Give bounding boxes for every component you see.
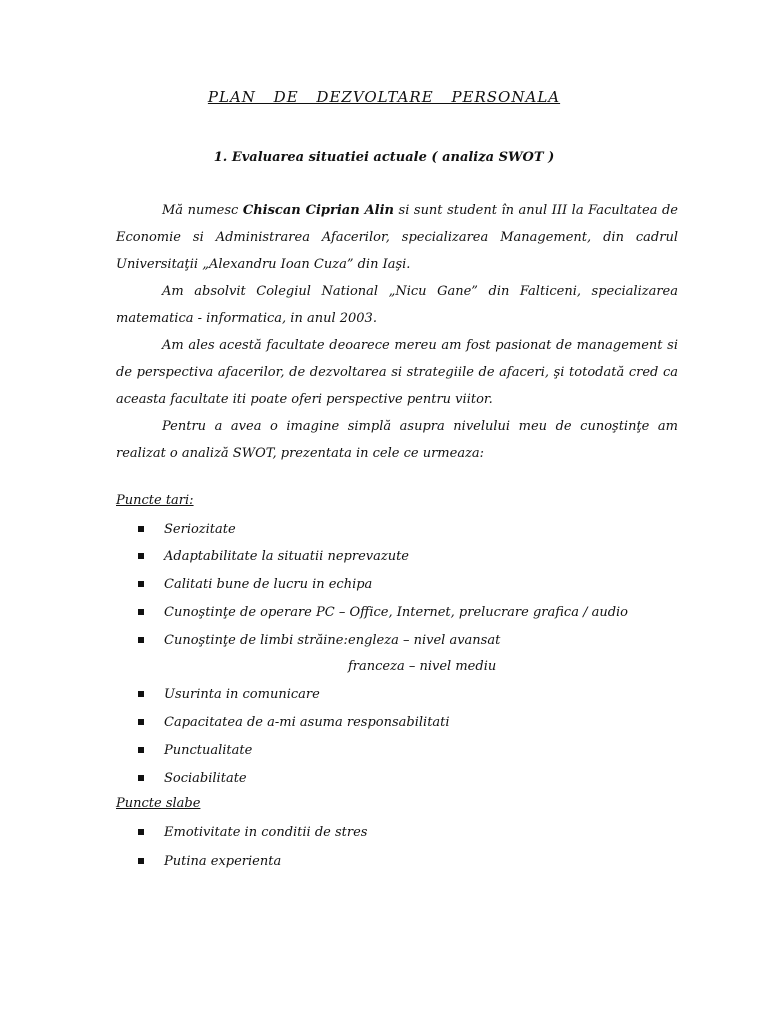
bullet-square-icon: [138, 719, 144, 725]
language-french: franceza – nivel mediu: [348, 659, 497, 674]
bullet-square-icon: [138, 775, 144, 781]
list-item-text: Punctualitate: [164, 743, 253, 758]
list-item-text: Capacitatea de a-mi asuma responsabilitati: [164, 715, 450, 730]
strengths-heading: Puncte tari:: [116, 493, 194, 508]
bullet-square-icon: [138, 858, 144, 864]
list-item-text: Calitati bune de lucru in echipa: [164, 577, 373, 592]
paragraph-motivation: Am ales acestă facultate deoarece mereu am fost pasionat de management si de perspectiva afacerilor, de dezvoltarea si strategiile de afaceri, şi totodată cred ca aceasta facultate iti poate oferi perspective pentru viitor.: [116, 338, 678, 407]
weaknesses-heading: Puncte slabe: [116, 796, 201, 811]
bullet-square-icon: [138, 747, 144, 753]
list-item-text: Seriozitate: [164, 522, 236, 537]
paragraph-education: Am absolvit Colegiul National „Nicu Gane” din Falticeni, specializarea matematica - informatica, in anul 2003.: [116, 284, 678, 326]
author-name: Chiscan Ciprian Alin: [242, 203, 394, 218]
bullet-square-icon: [138, 526, 144, 532]
list-item-text: Adaptabilitate la situatii neprevazute: [164, 549, 409, 564]
list-item-text: Sociabilitate: [164, 771, 247, 786]
document-title: PLAN DE DEZVOLTARE PERSONALA: [207, 88, 561, 106]
bullet-square-icon: [138, 553, 144, 559]
paragraph-intro: [116, 197, 678, 278]
bullet-square-icon: [138, 691, 144, 697]
bullet-square-icon: [138, 581, 144, 587]
bullet-square-icon: [138, 609, 144, 615]
list-item-text: Putina experienta: [164, 854, 282, 869]
bullet-square-icon: [138, 637, 144, 643]
intro-text-before: Mă numesc: [162, 203, 243, 218]
section-heading: 1. Evaluarea situatiei actuale ( analiza SWOT ): [213, 150, 555, 165]
list-item-text: Usurinta in comunicare: [164, 687, 320, 702]
list-item-text: Cunoştinţe de operare PC – Office, Internet, prelucrare grafica / audio: [164, 605, 629, 620]
list-item-text: Emotivitate in conditii de stres: [164, 825, 368, 840]
list-item-text: Cunoştinţe de limbi străine:: [164, 633, 348, 648]
paragraph-swot-intro: Pentru a avea o imagine simplă asupra nivelului meu de cunoştinţe am realizat o analiză SWOT, prezentata in cele ce urmeaza:: [116, 419, 678, 461]
bullet-square-icon: [138, 829, 144, 835]
language-english: engleza – nivel avansat: [348, 633, 501, 648]
intro-text-after: si sunt student în anul III la Facultatea de Economie si Administrarea Afacerilor, specializarea Management, din cadrul Universitaţii „Alexandru Ioan Cuza” din Iaşi.: [116, 203, 678, 272]
